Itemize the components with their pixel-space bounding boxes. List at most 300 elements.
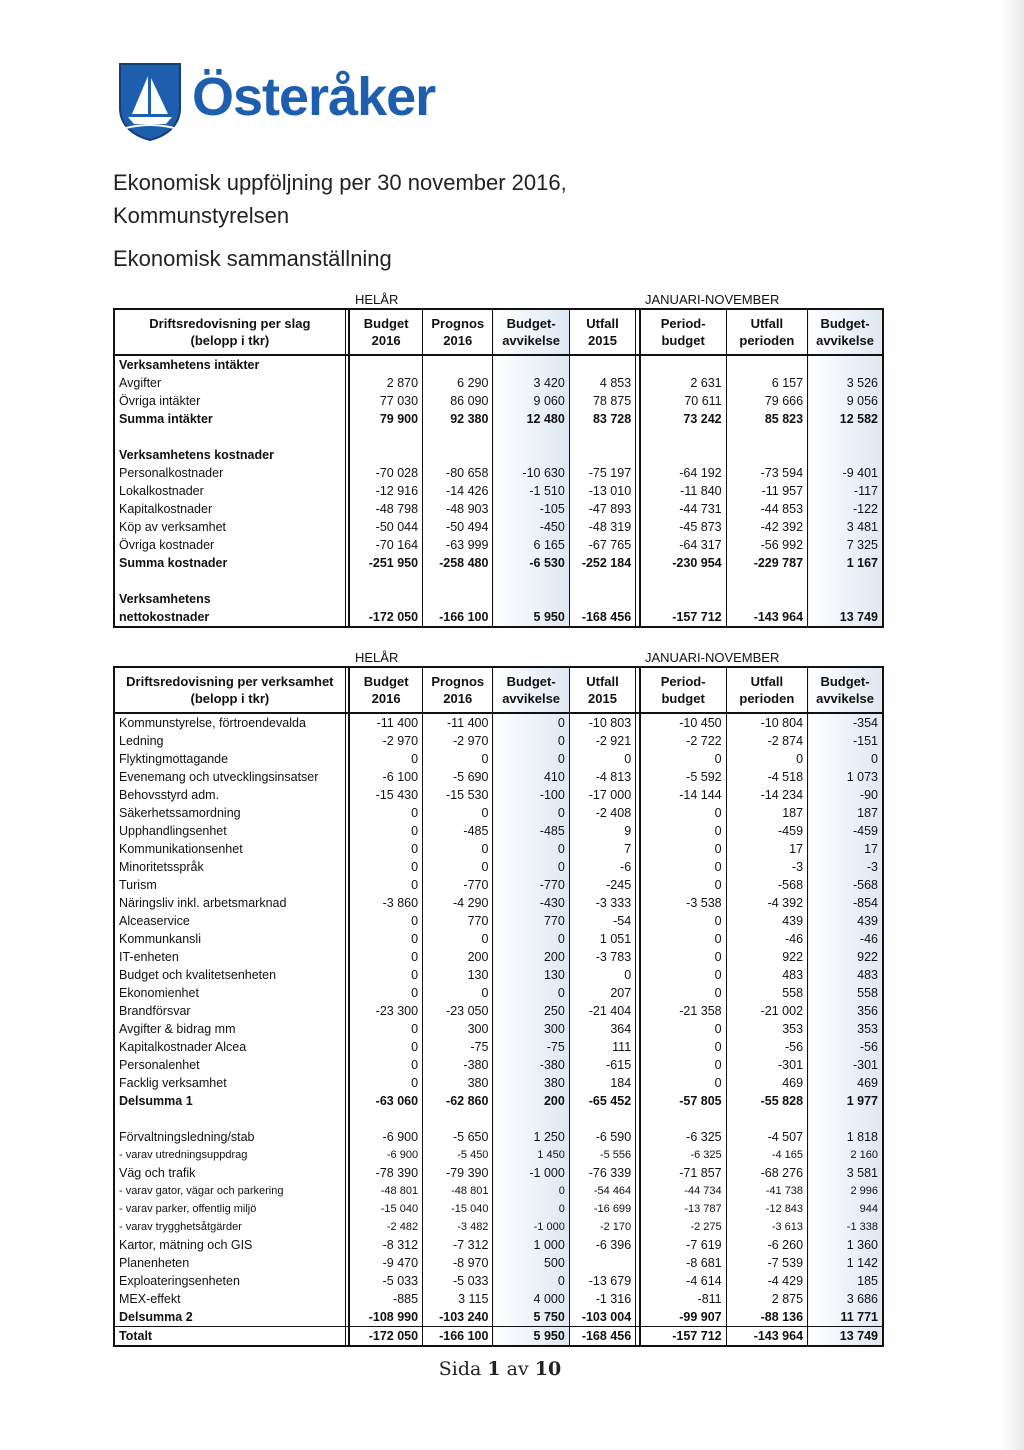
- cell-prognos-2016: 770: [423, 912, 493, 930]
- cell-utfall-perioden: -56: [726, 1038, 807, 1056]
- cell-budgetavvikelse: 0: [493, 750, 569, 768]
- cell-budgetavvikelse-period: 185: [808, 1272, 883, 1290]
- cell-utfall-2015: 83 728: [569, 410, 635, 428]
- cell-budget-2016: 79 900: [349, 410, 422, 428]
- cell-budgetavvikelse: 200: [493, 1092, 569, 1110]
- cell-budgetavvikelse-period: 2 996: [808, 1182, 883, 1200]
- cell-budgetavvikelse: 4 000: [493, 1290, 569, 1308]
- cell-utfall-2015: -48 319: [569, 518, 635, 536]
- cell-utfall-2015: -54 464: [569, 1182, 635, 1200]
- cell-utfall-2015: -3 783: [569, 948, 635, 966]
- cell-utfall-2015: [569, 1254, 635, 1272]
- cell-budgetavvikelse: 0: [493, 804, 569, 822]
- cell-budgetavvikelse-period: 7 325: [808, 536, 883, 554]
- cell-utfall-2015: [569, 428, 635, 446]
- cell-budget-2016: 2 870: [349, 374, 422, 392]
- cell-budgetavvikelse-period: 944: [808, 1200, 883, 1218]
- cell-budgetavvikelse: 0: [493, 1182, 569, 1200]
- cell-utfall-perioden: -3 613: [726, 1218, 807, 1236]
- cell-budgetavvikelse-period: 469: [808, 1074, 883, 1092]
- cell-periodbudget: 70 611: [640, 392, 726, 410]
- cell-budgetavvikelse: [493, 572, 569, 590]
- cell-budgetavvikelse: [493, 355, 569, 374]
- cell-periodbudget: -44 734: [640, 1182, 726, 1200]
- table-row: [114, 1254, 883, 1272]
- cell-budgetavvikelse: 0: [493, 930, 569, 948]
- cell-utfall-2015: -13 010: [569, 482, 635, 500]
- table-row: [114, 355, 883, 374]
- table-row: [114, 500, 883, 518]
- cell-budget-2016: 0: [349, 822, 422, 840]
- cell-budgetavvikelse: 6 165: [493, 536, 569, 554]
- row-label: Kapitalkostnader Alcea: [114, 1038, 345, 1056]
- spacer-row: [114, 428, 883, 446]
- cell-prognos-2016: -3 482: [423, 1218, 493, 1236]
- cell-budgetavvikelse-period: 356: [808, 1002, 883, 1020]
- cell-utfall-perioden: [726, 355, 807, 374]
- cell-utfall-2015: -2 408: [569, 804, 635, 822]
- cell-periodbudget: -3 538: [640, 894, 726, 912]
- table-row: [114, 1308, 883, 1327]
- cell-utfall-perioden: -4 518: [726, 768, 807, 786]
- row-label: MEX-effekt: [114, 1290, 345, 1308]
- cell-utfall-perioden: -459: [726, 822, 807, 840]
- cell-budgetavvikelse-period: 1 167: [808, 554, 883, 572]
- cell-periodbudget: -57 805: [640, 1092, 726, 1110]
- cell-prognos-2016: -63 999: [423, 536, 493, 554]
- cell-utfall-perioden: 483: [726, 966, 807, 984]
- row-label: - varav parker, offentlig miljö: [114, 1200, 345, 1218]
- row-label: Kommunikationsenhet: [114, 840, 345, 858]
- cell-budgetavvikelse-period: [808, 428, 883, 446]
- cell-budget-2016: [349, 1110, 422, 1128]
- table-row: [114, 446, 883, 464]
- cell-budgetavvikelse-period: 1 977: [808, 1092, 883, 1110]
- cell-utfall-2015: -168 456: [569, 608, 635, 627]
- cell-budgetavvikelse-period: 0: [808, 750, 883, 768]
- row-label: Upphandlingsenhet: [114, 822, 345, 840]
- cell-utfall-perioden: 0: [726, 750, 807, 768]
- cell-budget-2016: -70 164: [349, 536, 422, 554]
- cell-budgetavvikelse: 0: [493, 1272, 569, 1290]
- table-row: [114, 1128, 883, 1146]
- cell-utfall-perioden: 187: [726, 804, 807, 822]
- cell-budgetavvikelse-period: [808, 446, 883, 464]
- cell-periodbudget: 0: [640, 966, 726, 984]
- cell-budgetavvikelse: -100: [493, 786, 569, 804]
- cell-periodbudget: -8 681: [640, 1254, 726, 1272]
- cell-utfall-2015: [569, 572, 635, 590]
- cell-prognos-2016: -15 530: [423, 786, 493, 804]
- table-row: [114, 1038, 883, 1056]
- cell-budget-2016: 0: [349, 948, 422, 966]
- cell-budgetavvikelse: 3 420: [493, 374, 569, 392]
- cell-budgetavvikelse: [493, 590, 569, 608]
- cell-prognos-2016: -258 480: [423, 554, 493, 572]
- cell-budgetavvikelse-period: 922: [808, 948, 883, 966]
- table-row: [114, 1290, 883, 1308]
- cell-utfall-2015: -1 316: [569, 1290, 635, 1308]
- cell-budgetavvikelse-period: -9 401: [808, 464, 883, 482]
- col-header-utfall-perioden: Utfall perioden: [726, 667, 807, 713]
- row-label: Verksamhetens kostnader: [114, 446, 345, 464]
- cell-periodbudget: -811: [640, 1290, 726, 1308]
- cell-periodbudget: -6 325: [640, 1146, 726, 1164]
- cell-budgetavvikelse: 0: [493, 858, 569, 876]
- cell-budget-2016: -6 900: [349, 1146, 422, 1164]
- cell-utfall-perioden: 353: [726, 1020, 807, 1038]
- cell-budget-2016: -63 060: [349, 1092, 422, 1110]
- cell-utfall-perioden: -21 002: [726, 1002, 807, 1020]
- cell-prognos-2016: -7 312: [423, 1236, 493, 1254]
- cell-utfall-2015: [569, 1110, 635, 1128]
- cell-periodbudget: 0: [640, 876, 726, 894]
- row-label: Säkerhetssamordning: [114, 804, 345, 822]
- spacer-row: [114, 572, 883, 590]
- table-row: [114, 1146, 883, 1164]
- cell-utfall-2015: 111: [569, 1038, 635, 1056]
- cell-budgetavvikelse-period: 17: [808, 840, 883, 858]
- cell-prognos-2016: 6 290: [423, 374, 493, 392]
- cell-utfall-perioden: -4 392: [726, 894, 807, 912]
- cell-budget-2016: -885: [349, 1290, 422, 1308]
- cell-periodbudget: 0: [640, 1038, 726, 1056]
- cell-utfall-2015: -54: [569, 912, 635, 930]
- row-label: Avgifter & bidrag mm: [114, 1020, 345, 1038]
- cell-prognos-2016: 3 115: [423, 1290, 493, 1308]
- table-row: [114, 768, 883, 786]
- cell-budget-2016: 0: [349, 1038, 422, 1056]
- table-row: [114, 1327, 883, 1347]
- row-label: [114, 428, 345, 446]
- cell-utfall-perioden: -4 429: [726, 1272, 807, 1290]
- row-label: Väg och trafik: [114, 1164, 345, 1182]
- cell-utfall-perioden: -3: [726, 858, 807, 876]
- table-row: [114, 374, 883, 392]
- cell-prognos-2016: [423, 572, 493, 590]
- cell-utfall-2015: 207: [569, 984, 635, 1002]
- cell-periodbudget: 0: [640, 912, 726, 930]
- cell-periodbudget: -13 787: [640, 1200, 726, 1218]
- cell-budget-2016: 0: [349, 1056, 422, 1074]
- cell-budgetavvikelse-period: 483: [808, 966, 883, 984]
- row-label: Planenheten: [114, 1254, 345, 1272]
- cell-budget-2016: -172 050: [349, 1327, 422, 1347]
- col-header-prognos: Prognos 2016: [423, 667, 493, 713]
- row-label: Exploateringsenheten: [114, 1272, 345, 1290]
- row-label: Flyktingmottagande: [114, 750, 345, 768]
- cell-budgetavvikelse: 1 450: [493, 1146, 569, 1164]
- col-header-prognos: Prognos 2016: [423, 309, 493, 355]
- col-header-periodbudget: Period- budget: [640, 667, 726, 713]
- cell-utfall-2015: -21 404: [569, 1002, 635, 1020]
- cell-prognos-2016: -50 494: [423, 518, 493, 536]
- cell-prognos-2016: 0: [423, 930, 493, 948]
- cell-utfall-perioden: [726, 1110, 807, 1128]
- cell-budgetavvikelse: -105: [493, 500, 569, 518]
- cell-budget-2016: -50 044: [349, 518, 422, 536]
- section-title: Ekonomisk sammanställning: [113, 246, 392, 271]
- cell-budgetavvikelse-period: 12 582: [808, 410, 883, 428]
- cell-prognos-2016: -14 426: [423, 482, 493, 500]
- row-label: Personalenhet: [114, 1056, 345, 1074]
- row-label: nettokostnader: [114, 608, 345, 627]
- cell-utfall-2015: 1 051: [569, 930, 635, 948]
- document-title-line2: Kommunstyrelsen: [113, 203, 290, 228]
- cell-utfall-2015: -6: [569, 858, 635, 876]
- cell-utfall-perioden: -14 234: [726, 786, 807, 804]
- cell-prognos-2016: 86 090: [423, 392, 493, 410]
- cell-budgetavvikelse: [493, 446, 569, 464]
- cell-budget-2016: [349, 428, 422, 446]
- row-label: Kartor, mätning och GIS: [114, 1236, 345, 1254]
- cell-budgetavvikelse: -485: [493, 822, 569, 840]
- cell-budgetavvikelse-period: 1 818: [808, 1128, 883, 1146]
- cell-prognos-2016: -2 970: [423, 732, 493, 750]
- cell-utfall-2015: -245: [569, 876, 635, 894]
- cell-utfall-2015: 78 875: [569, 392, 635, 410]
- col-header-budgetavvikelse-period: Budget- avvikelse: [808, 309, 883, 355]
- row-label: Övriga intäkter: [114, 392, 345, 410]
- cell-periodbudget: 0: [640, 948, 726, 966]
- row-label: Förvaltningsledning/stab: [114, 1128, 345, 1146]
- cell-utfall-perioden: 6 157: [726, 374, 807, 392]
- table-row: [114, 713, 883, 732]
- cell-utfall-2015: [569, 590, 635, 608]
- cell-prognos-2016: -166 100: [423, 1327, 493, 1347]
- footer-of: av: [506, 1358, 529, 1380]
- row-label: Personalkostnader: [114, 464, 345, 482]
- cell-budget-2016: -15 040: [349, 1200, 422, 1218]
- table-row: [114, 912, 883, 930]
- col-header-utfall-2015: Utfall 2015: [569, 667, 635, 713]
- cell-utfall-2015: -10 803: [569, 713, 635, 732]
- cell-budgetavvikelse: 770: [493, 912, 569, 930]
- cell-budgetavvikelse: -430: [493, 894, 569, 912]
- cell-budget-2016: -11 400: [349, 713, 422, 732]
- cell-utfall-2015: -47 893: [569, 500, 635, 518]
- cell-budgetavvikelse: [493, 428, 569, 446]
- row-label: [114, 1110, 345, 1128]
- cell-budget-2016: [349, 572, 422, 590]
- cell-prognos-2016: -770: [423, 876, 493, 894]
- cell-utfall-2015: -168 456: [569, 1327, 635, 1347]
- cell-utfall-perioden: -4 165: [726, 1146, 807, 1164]
- cell-budgetavvikelse-period: -117: [808, 482, 883, 500]
- table-title: Driftsredovisning per verksamhet (belopp i tkr): [114, 667, 345, 713]
- cell-periodbudget: -6 325: [640, 1128, 726, 1146]
- table-row: [114, 732, 883, 750]
- cell-budgetavvikelse-period: 9 056: [808, 392, 883, 410]
- cell-utfall-perioden: -41 738: [726, 1182, 807, 1200]
- row-label: Delsumma 2: [114, 1308, 345, 1327]
- cell-utfall-perioden: -88 136: [726, 1308, 807, 1327]
- cell-prognos-2016: -5 450: [423, 1146, 493, 1164]
- table-row: [114, 1236, 883, 1254]
- cell-periodbudget: -45 873: [640, 518, 726, 536]
- cell-budgetavvikelse: 5 950: [493, 1327, 569, 1347]
- cell-utfall-perioden: -143 964: [726, 1327, 807, 1347]
- cell-utfall-2015: -16 699: [569, 1200, 635, 1218]
- cell-utfall-2015: 184: [569, 1074, 635, 1092]
- cell-utfall-2015: 4 853: [569, 374, 635, 392]
- cell-utfall-2015: -67 765: [569, 536, 635, 554]
- cell-prognos-2016: -11 400: [423, 713, 493, 732]
- cell-periodbudget: -2 722: [640, 732, 726, 750]
- cell-budgetavvikelse: 1 000: [493, 1236, 569, 1254]
- cell-utfall-perioden: -55 828: [726, 1092, 807, 1110]
- cell-budgetavvikelse-period: 2 160: [808, 1146, 883, 1164]
- row-label: Avgifter: [114, 374, 345, 392]
- cell-periodbudget: 0: [640, 750, 726, 768]
- cell-budgetavvikelse: [493, 1110, 569, 1128]
- cell-budget-2016: 0: [349, 912, 422, 930]
- cell-budgetavvikelse: 0: [493, 713, 569, 732]
- cell-budgetavvikelse-period: -1 338: [808, 1218, 883, 1236]
- cell-budgetavvikelse-period: -568: [808, 876, 883, 894]
- cell-prognos-2016: 0: [423, 858, 493, 876]
- cell-budgetavvikelse-period: -301: [808, 1056, 883, 1074]
- cell-utfall-2015: -76 339: [569, 1164, 635, 1182]
- col-header-utfall-2015: Utfall 2015: [569, 309, 635, 355]
- cell-prognos-2016: 200: [423, 948, 493, 966]
- cell-budgetavvikelse-period: 3 526: [808, 374, 883, 392]
- table-row: [114, 894, 883, 912]
- cell-budgetavvikelse: 250: [493, 1002, 569, 1020]
- row-label: Delsumma 1: [114, 1092, 345, 1110]
- table-driftsredovisning-per-verksamhet: [113, 666, 884, 1347]
- table-row: [114, 930, 883, 948]
- cell-prognos-2016: [423, 1110, 493, 1128]
- table-row: [114, 822, 883, 840]
- col-header-budgetavvikelse: Budget- avvikelse: [493, 667, 569, 713]
- cell-prognos-2016: 130: [423, 966, 493, 984]
- cell-budgetavvikelse-period: [808, 572, 883, 590]
- cell-budgetavvikelse-period: -46: [808, 930, 883, 948]
- row-label: Budget och kvalitetsenheten: [114, 966, 345, 984]
- cell-budget-2016: 77 030: [349, 392, 422, 410]
- cell-periodbudget: [640, 572, 726, 590]
- table-row: [114, 1056, 883, 1074]
- cell-periodbudget: -64 192: [640, 464, 726, 482]
- table-row: [114, 392, 883, 410]
- cell-prognos-2016: 0: [423, 750, 493, 768]
- cell-prognos-2016: [423, 590, 493, 608]
- cell-utfall-2015: 0: [569, 966, 635, 984]
- row-label: Kommunkansli: [114, 930, 345, 948]
- cell-prognos-2016: -48 801: [423, 1182, 493, 1200]
- row-label: - varav utredningsuppdrag: [114, 1146, 345, 1164]
- cell-utfall-perioden: -46: [726, 930, 807, 948]
- cell-prognos-2016: -62 860: [423, 1092, 493, 1110]
- cell-budgetavvikelse-period: [808, 1110, 883, 1128]
- cell-budget-2016: -2 970: [349, 732, 422, 750]
- cell-utfall-perioden: -42 392: [726, 518, 807, 536]
- cell-budgetavvikelse-period: 3 686: [808, 1290, 883, 1308]
- col-header-periodbudget: Period- budget: [640, 309, 726, 355]
- table-row: [114, 840, 883, 858]
- cell-budgetavvikelse-period: -151: [808, 732, 883, 750]
- cell-budgetavvikelse-period: 13 749: [808, 1327, 883, 1347]
- row-label: Verksamhetens: [114, 590, 345, 608]
- table-row: [114, 1074, 883, 1092]
- cell-budgetavvikelse: 0: [493, 1200, 569, 1218]
- cell-utfall-perioden: [726, 590, 807, 608]
- cell-budget-2016: -15 430: [349, 786, 422, 804]
- table-row: [114, 750, 883, 768]
- table-row: [114, 1218, 883, 1236]
- cell-budget-2016: 0: [349, 750, 422, 768]
- cell-utfall-2015: [569, 355, 635, 374]
- cell-utfall-2015: 0: [569, 750, 635, 768]
- cell-utfall-2015: -252 184: [569, 554, 635, 572]
- table-row: [114, 948, 883, 966]
- cell-budgetavvikelse: -1 000: [493, 1218, 569, 1236]
- cell-budget-2016: 0: [349, 966, 422, 984]
- cell-utfall-2015: -103 004: [569, 1308, 635, 1327]
- cell-periodbudget: [640, 446, 726, 464]
- table-header-row: [114, 309, 883, 355]
- row-label: Summa kostnader: [114, 554, 345, 572]
- cell-utfall-2015: -75 197: [569, 464, 635, 482]
- cell-periodbudget: [640, 590, 726, 608]
- cell-budget-2016: -48 801: [349, 1182, 422, 1200]
- table-header-row: [114, 667, 883, 713]
- cell-budget-2016: [349, 355, 422, 374]
- cell-budgetavvikelse: 500: [493, 1254, 569, 1272]
- cell-periodbudget: [640, 1110, 726, 1128]
- cell-budgetavvikelse: 9 060: [493, 392, 569, 410]
- cell-budgetavvikelse: 12 480: [493, 410, 569, 428]
- cell-utfall-2015: -615: [569, 1056, 635, 1074]
- cell-utfall-2015: 9: [569, 822, 635, 840]
- cell-budgetavvikelse-period: -122: [808, 500, 883, 518]
- cell-budgetavvikelse-period: 11 771: [808, 1308, 883, 1327]
- cell-periodbudget: -10 450: [640, 713, 726, 732]
- table-row: [114, 1002, 883, 1020]
- coat-of-arms-icon: [118, 62, 182, 142]
- cell-periodbudget: -14 144: [640, 786, 726, 804]
- cell-budgetavvikelse: -6 530: [493, 554, 569, 572]
- col-header-budgetavvikelse-period: Budget- avvikelse: [808, 667, 883, 713]
- cell-periodbudget: -230 954: [640, 554, 726, 572]
- table-driftsredovisning-per-slag: [113, 308, 884, 628]
- cell-budgetavvikelse-period: 558: [808, 984, 883, 1002]
- row-label: Näringsliv inkl. arbetsmarknad: [114, 894, 345, 912]
- cell-budgetavvikelse-period: -854: [808, 894, 883, 912]
- cell-budget-2016: [349, 590, 422, 608]
- table-row: [114, 1200, 883, 1218]
- cell-budgetavvikelse: 0: [493, 732, 569, 750]
- cell-budgetavvikelse-period: 1 073: [808, 768, 883, 786]
- cell-budget-2016: -78 390: [349, 1164, 422, 1182]
- cell-prognos-2016: -23 050: [423, 1002, 493, 1020]
- page-footer: [0, 1358, 1000, 1380]
- cell-utfall-2015: -2 921: [569, 732, 635, 750]
- cell-budgetavvikelse: 410: [493, 768, 569, 786]
- table-row: [114, 554, 883, 572]
- cell-budget-2016: 0: [349, 858, 422, 876]
- cell-prognos-2016: 300: [423, 1020, 493, 1038]
- cell-utfall-perioden: 469: [726, 1074, 807, 1092]
- table-title: Driftsredovisning per slag (belopp i tkr): [114, 309, 345, 355]
- cell-prognos-2016: [423, 446, 493, 464]
- cell-budgetavvikelse: 200: [493, 948, 569, 966]
- cell-budgetavvikelse-period: -3: [808, 858, 883, 876]
- cell-prognos-2016: -79 390: [423, 1164, 493, 1182]
- group-label-helar: HELÅR: [355, 292, 399, 307]
- cell-budgetavvikelse-period: 3 481: [808, 518, 883, 536]
